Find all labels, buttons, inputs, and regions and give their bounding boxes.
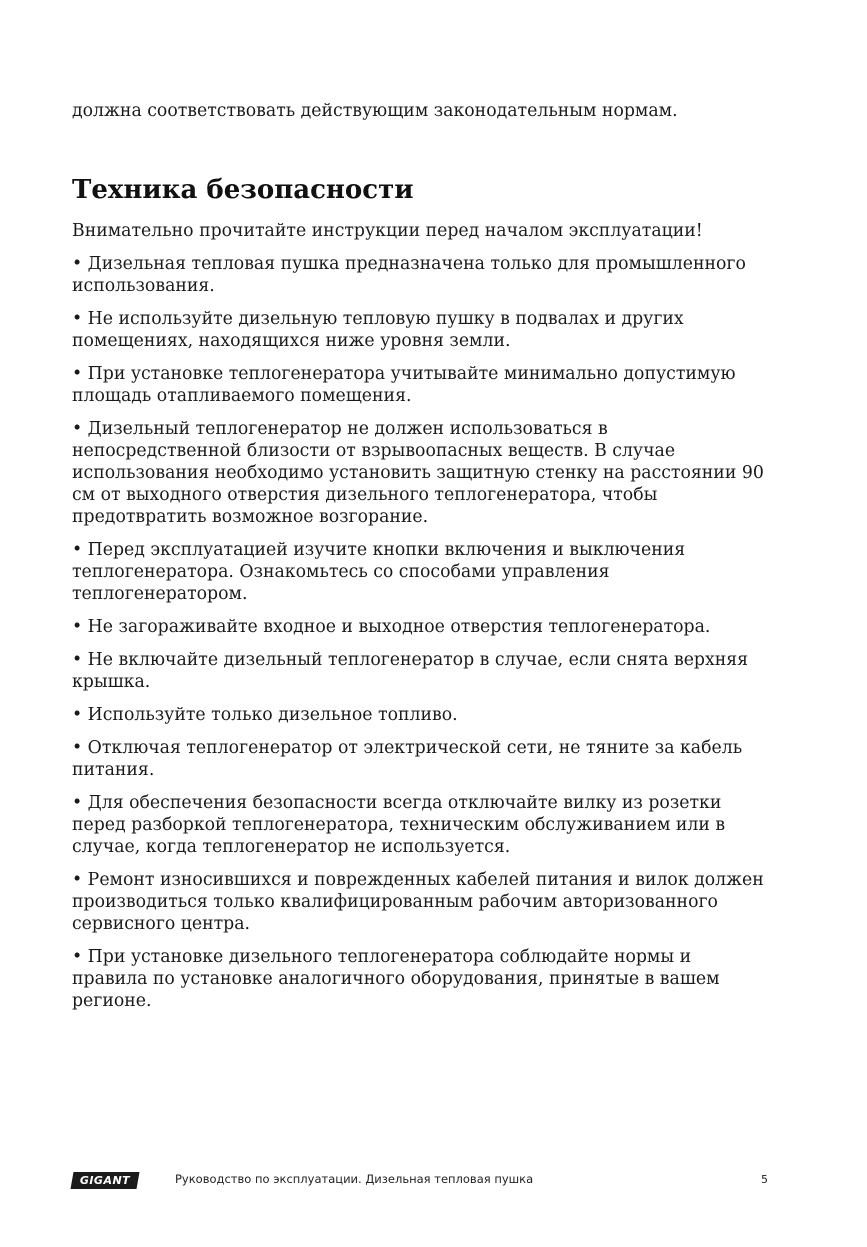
safety-list — [72, 253, 772, 1012]
list-item: • Отключая теплогенератор от электрической сети, не тяните за кабель питания. — [72, 738, 743, 780]
list-item: • Для обеспечения безопасности всегда отключайте вилку из розетки перед разборкой теплогенератора, техническим обслуживанием или в случае, когда теплогенератор не используется. — [72, 793, 726, 857]
logo-text: GIGANT — [79, 1174, 131, 1187]
list-item: • Используйте только дизельное топливо. — [72, 705, 458, 725]
list-item: • Ремонт износившихся и поврежденных кабелей питания и вилок должен производиться только квалифицированным рабочим авторизованного сервисного центра. — [72, 870, 764, 934]
section-lead: Внимательно прочитайте инструкции перед началом эксплуатации! — [72, 221, 703, 241]
list-item: • Перед эксплуатацией изучите кнопки включения и выключения теплогенератора. Ознакомьтесь со способами управления теплогенератором. — [72, 540, 686, 604]
page-content — [72, 100, 772, 1023]
page-number: 5 — [761, 1173, 768, 1186]
section-title: Техника безопасности — [72, 175, 414, 205]
list-item: • При установке дизельного теплогенератора соблюдайте нормы и правила по установке аналогичного оборудования, принятые в вашем регионе. — [72, 947, 720, 1011]
list-item: • Дизельный теплогенератор не должен использоваться в непосредственной близости от взрывоопасных веществ. В случае использования необходимо установить защитную стенку на расстоянии 90 см от выходного отверстия дизельного теплогенератора, чтобы предотвратить возможное возгорание. — [72, 419, 764, 527]
gigant-logo — [71, 1172, 140, 1189]
list-item: • Дизельная тепловая пушка предназначена только для промышленного использования. — [72, 254, 746, 296]
footer-document-title: Руководство по эксплуатации. Дизельная тепловая пушка — [175, 1172, 534, 1186]
list-item: • При установке теплогенератора учитывайте минимально допустимую площадь отапливаемого помещения. — [72, 364, 736, 406]
list-item: • Не включайте дизельный теплогенератор в случае, если снята верхняя крышка. — [72, 650, 749, 692]
list-item: • Не загораживайте входное и выходное отверстия теплогенератора. — [72, 617, 711, 637]
list-item: • Не используйте дизельную тепловую пушку в подвалах и других помещениях, находящихся ниже уровня земли. — [72, 309, 684, 351]
intro-paragraph-tail: должна соответствовать действующим законодательным нормам. — [72, 101, 678, 121]
page-footer — [72, 1170, 772, 1192]
